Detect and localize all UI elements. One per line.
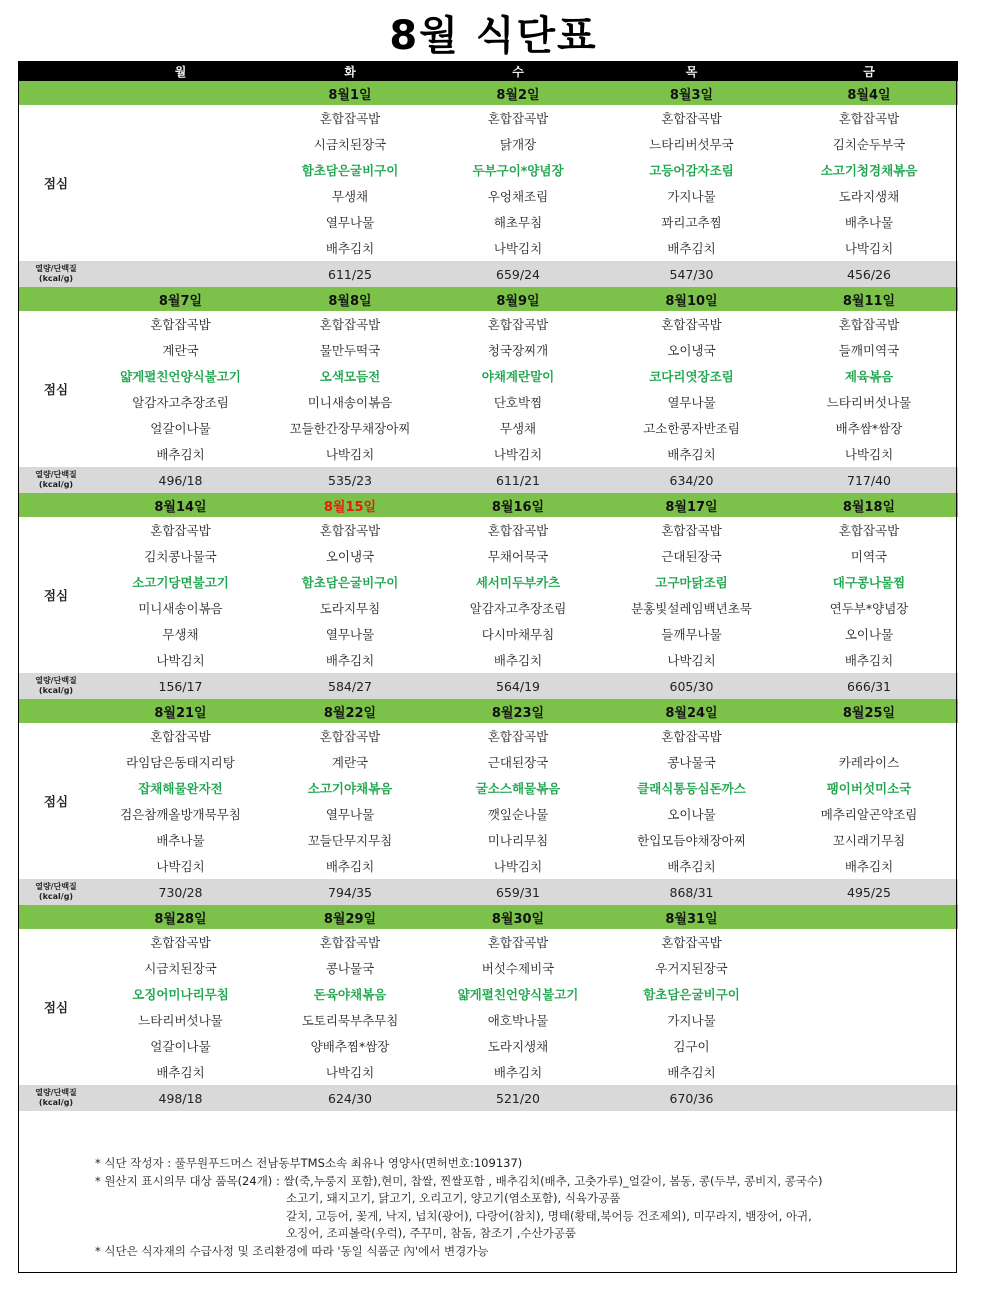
main-dish: 얇게펼친언양식불고기	[457, 987, 579, 1002]
menu-item: 분홍빛설레임백년초묵	[631, 601, 752, 616]
menu-item: 혼합잡곡밥	[661, 729, 722, 744]
main-dish: 대구콩나물찜	[832, 575, 906, 590]
kcal-value: 634/20	[603, 467, 780, 493]
date-cell: 8월23일	[433, 699, 603, 723]
menu-item: 나박김치	[493, 447, 543, 462]
kcal-unit-text: (kcal/g)	[38, 480, 74, 489]
menu-item: 가지나물	[667, 1013, 716, 1028]
menu-item: 혼합잡곡밥	[319, 729, 381, 744]
date-cell: 8월14일	[94, 493, 267, 517]
date-cell: 8월18일	[780, 493, 958, 517]
date-cell: 8월25일	[780, 699, 958, 723]
main-dish: 함초담은굴비구이	[301, 575, 399, 590]
menu-item: 혼합잡곡밥	[319, 523, 381, 538]
menu-item: 무생채	[331, 189, 369, 204]
menu-item: 혼합잡곡밥	[661, 111, 722, 126]
main-dish: 팽이버섯미소국	[826, 781, 912, 796]
kcal-unit-text: (kcal/g)	[38, 892, 74, 901]
menu-item: 메추리알곤약조림	[820, 807, 918, 822]
menu-item: 얼갈이나물	[150, 421, 211, 436]
note-origin-fish-2: 오징어, 조피볼락(우럭), 주꾸미, 참돔, 참조기 ,수산가공품	[286, 1226, 576, 1240]
menu-item: 오이냉국	[325, 549, 375, 564]
date-cell: 8월16일	[433, 493, 603, 517]
note-origin-meat: 소고기, 돼지고기, 닭고기, 오리고기, 양고기(염소포함), 식육가공품	[286, 1191, 621, 1205]
kcal-label-text: 열량/단백질	[35, 1088, 77, 1097]
menu-item: 혼합잡곡밥	[150, 729, 211, 744]
menu-item: 근대된장국	[661, 549, 722, 564]
main-dish: 함초담은굴비구이	[301, 163, 399, 178]
menu-item: 도라지생채	[487, 1039, 549, 1054]
main-dish: 두부구이*양념장	[472, 163, 564, 178]
date-cell: 8월3일	[603, 81, 780, 105]
main-dish: 오징어미나리무침	[132, 987, 229, 1002]
main-dish: 함초담은굴비구이	[643, 987, 740, 1002]
menu-item: 가지나물	[667, 189, 716, 204]
menu-item: 미니새송이볶음	[138, 601, 223, 616]
date-cell: 8월21일	[94, 699, 267, 723]
day-header: 화	[267, 61, 433, 81]
menu-item: 나박김치	[493, 859, 543, 874]
kcal-value: 521/20	[433, 1085, 603, 1111]
main-dish: 돈육야채볶음	[313, 987, 387, 1002]
main-dish: 세서미두부카츠	[475, 575, 561, 590]
menu-item: 무채어묵국	[487, 549, 549, 564]
menu-item: 나박김치	[156, 859, 205, 874]
menu-item: 무생채	[162, 627, 199, 642]
menu-item: 한입모듬야채장아찌	[637, 833, 746, 848]
menu-item: 배추쌈*쌈장	[835, 421, 903, 436]
menu-item: 양배추찜*쌈장	[310, 1039, 390, 1054]
menu-item: 청국장찌개	[487, 343, 549, 358]
kcal-value: 666/31	[780, 673, 958, 699]
day-header: 수	[433, 61, 603, 81]
menu-item: 배추김치	[667, 447, 716, 462]
date-cell: 8월17일	[603, 493, 780, 517]
menu-item: 배추김치	[667, 1065, 716, 1080]
kcal-value: 624/30	[267, 1085, 433, 1111]
menu-item: 애호박나물	[487, 1013, 549, 1028]
main-dish: 굴소스해물볶음	[475, 781, 561, 796]
menu-item: 시금치된장국	[144, 961, 217, 976]
kcal-unit-text: (kcal/g)	[38, 1098, 74, 1107]
menu-item: 카레라이스	[838, 755, 900, 770]
page-title: 8월 식단표	[389, 13, 598, 59]
date-cell: 8월7일	[94, 287, 267, 311]
menu-item: 도라지무침	[319, 601, 381, 616]
holiday-date: 8월15일	[267, 493, 433, 517]
menu-item: 혼합잡곡밥	[838, 523, 900, 538]
day-header: 목	[603, 61, 780, 81]
day-header: 월	[94, 61, 267, 81]
menu-item: 김치콩나물국	[144, 549, 217, 564]
menu-item: 열무나물	[325, 627, 375, 642]
kcal-value: 717/40	[780, 467, 958, 493]
main-dish: 고등어감자조림	[649, 163, 734, 178]
menu-item: 검은참깨올방개묵무침	[120, 807, 241, 822]
main-dish: 클래식통등심돈까스	[637, 781, 746, 796]
menu-item: 배추김치	[325, 859, 375, 874]
menu-item: 꼬들한간장무채장아찌	[289, 421, 411, 436]
menu-item: 배추김치	[156, 447, 205, 462]
main-dish: 잡채해물완자전	[138, 781, 223, 796]
menu-item: 알감자고추장조림	[132, 395, 229, 410]
menu-item: 다시마채무침	[481, 627, 555, 642]
meal-label: 점심	[18, 517, 94, 673]
menu-item: 배추김치	[493, 653, 543, 668]
kcal-value: 794/35	[267, 879, 433, 905]
date-cell: 8월24일	[603, 699, 780, 723]
note-change: * 식단은 식자재의 수급사정 및 조리환경에 따라 '동일 식품군 內'에서 변경가능	[95, 1243, 489, 1258]
menu-item: 얼갈이나물	[150, 1039, 211, 1054]
date-cell: 8월31일	[603, 905, 780, 929]
kcal-label-text: 열량/단백질	[35, 470, 77, 479]
menu-item: 미니새송이볶음	[307, 395, 393, 410]
main-dish: 소고기야채볶음	[307, 781, 393, 796]
menu-item: 시금치된장국	[313, 137, 387, 152]
menu-item: 열무나물	[667, 395, 716, 410]
menu-item: 배추김치	[493, 1065, 543, 1080]
menu-item: 도라지생채	[838, 189, 900, 204]
day-header: 금	[780, 61, 958, 81]
menu-item: 혼합잡곡밥	[319, 111, 381, 126]
menu-item: 혼합잡곡밥	[487, 523, 549, 538]
meal-label: 점심	[18, 311, 94, 467]
kcal-value: 547/30	[603, 261, 780, 287]
menu-item: 콩나물국	[667, 755, 716, 770]
menu-item: 닭개장	[499, 137, 537, 152]
menu-item: 우엉채조림	[487, 189, 549, 204]
note-author: * 식단 작성자 : 풀무원푸드머스 전남동부TMS소속 최유나 영양사(면허번호:109137)	[95, 1156, 523, 1170]
menu-item: 혼합잡곡밥	[150, 523, 211, 538]
meal-label: 점심	[18, 105, 94, 261]
date-cell: 8월22일	[267, 699, 433, 723]
kcal-value: 495/25	[780, 879, 958, 905]
main-dish: 소고기당면불고기	[132, 575, 229, 590]
main-dish: 제육볶음	[844, 369, 894, 384]
kcal-value: 659/31	[433, 879, 603, 905]
menu-item: 무생채	[499, 421, 537, 436]
kcal-value: 605/30	[603, 673, 780, 699]
menu-item: 배추김치	[667, 241, 716, 256]
menu-item: 우거지된장국	[655, 961, 728, 976]
menu-item: 혼합잡곡밥	[487, 935, 549, 950]
menu-item: 오이나물	[667, 807, 716, 822]
menu-item: 열무나물	[325, 807, 375, 822]
menu-item: 느타리버섯나물	[826, 395, 912, 410]
menu-item: 깻잎순나물	[487, 807, 549, 822]
kcal-value: 535/23	[267, 467, 433, 493]
menu-item: 혼합잡곡밥	[661, 935, 722, 950]
menu-item: 나박김치	[325, 1065, 375, 1080]
menu-item: 계란국	[162, 343, 199, 358]
kcal-value: 730/28	[94, 879, 267, 905]
kcal-value: 564/19	[433, 673, 603, 699]
table-frame	[18, 61, 957, 1273]
kcal-value: 584/27	[267, 673, 433, 699]
menu-item: 혼합잡곡밥	[661, 523, 722, 538]
menu-item: 배추김치	[667, 859, 716, 874]
kcal-value: 496/18	[94, 467, 267, 493]
menu-item: 도토리묵부추무침	[301, 1013, 399, 1028]
menu-item: 혼합잡곡밥	[319, 935, 381, 950]
meal-label: 점심	[18, 723, 94, 879]
kcal-label-text: 열량/단백질	[35, 264, 77, 273]
menu-item: 배추김치	[325, 653, 375, 668]
menu-item: 콩나물국	[325, 961, 375, 976]
main-dish: 오색모듬전	[319, 369, 381, 384]
kcal-value: 868/31	[603, 879, 780, 905]
menu-item: 혼합잡곡밥	[487, 729, 549, 744]
menu-item: 배추나물	[844, 215, 894, 230]
menu-item: 느타리버섯무국	[649, 137, 734, 152]
menu-item: 근대된장국	[487, 755, 549, 770]
date-cell: 8월1일	[267, 81, 433, 105]
menu-item: 물만두떡국	[319, 343, 381, 358]
date-cell: 8월8일	[267, 287, 433, 311]
kcal-value: 611/21	[433, 467, 603, 493]
kcal-value: 456/26	[780, 261, 958, 287]
date-cell: 8월28일	[94, 905, 267, 929]
date-cell: 8월4일	[780, 81, 958, 105]
date-cell: 8월2일	[433, 81, 603, 105]
kcal-label-text: 열량/단백질	[35, 882, 77, 891]
menu-item: 해초무침	[493, 215, 543, 230]
date-cell: 8월30일	[433, 905, 603, 929]
menu-item: 배추김치	[325, 241, 375, 256]
menu-item: 배추김치	[844, 653, 894, 668]
main-dish: 얇게펼친언양식불고기	[120, 369, 241, 384]
menu-item: 김치순두부국	[832, 137, 906, 152]
menu-item: 오이나물	[844, 627, 894, 642]
menu-item: 들깨미역국	[838, 343, 900, 358]
menu-item: 혼합잡곡밥	[838, 111, 900, 126]
menu-item: 나박김치	[844, 241, 894, 256]
menu-item: 느타리버섯나물	[138, 1013, 223, 1028]
menu-item: 배추김치	[156, 1065, 205, 1080]
menu-item: 버섯수제비국	[481, 961, 555, 976]
kcal-value: 670/36	[603, 1085, 780, 1111]
menu-item: 나박김치	[156, 653, 205, 668]
menu-item: 혼합잡곡밥	[150, 317, 211, 332]
menu-item: 혼합잡곡밥	[661, 317, 722, 332]
note-origin-fish: 갈치, 고등어, 꽃게, 낙지, 넙치(광어), 다랑어(참치), 명태(황태,북어등 건조제외), 미꾸라지, 뱀장어, 아귀,	[286, 1208, 812, 1223]
main-dish: 소고기청경채볶음	[820, 163, 918, 178]
menu-item: 나박김치	[844, 447, 894, 462]
kcal-value: 659/24	[433, 261, 603, 287]
kcal-unit-text: (kcal/g)	[38, 274, 74, 283]
menu-item: 오이냉국	[667, 343, 716, 358]
main-dish: 고구마닭조림	[655, 575, 728, 590]
menu-item: 혼합잡곡밥	[487, 317, 549, 332]
menu-item: 혼합잡곡밥	[319, 317, 381, 332]
kcal-unit-text: (kcal/g)	[38, 686, 74, 695]
menu-item: 미나리무침	[487, 833, 549, 848]
menu-item: 들깨무나물	[661, 627, 722, 642]
menu-item: 꼬들단무지무침	[307, 833, 393, 848]
menu-item: 열무나물	[325, 215, 375, 230]
menu-item: 배추나물	[156, 833, 205, 848]
kcal-value: 498/18	[94, 1085, 267, 1111]
menu-item: 꼬시래기무침	[832, 833, 906, 848]
menu-item: 나박김치	[493, 241, 543, 256]
date-cell: 8월11일	[780, 287, 958, 311]
meal-label: 점심	[18, 929, 94, 1085]
menu-item: 미역국	[850, 549, 888, 564]
menu-item: 나박김치	[325, 447, 375, 462]
menu-item: 김구이	[673, 1039, 710, 1054]
menu-item: 혼합잡곡밥	[150, 935, 211, 950]
notes	[95, 1155, 823, 1260]
date-cell: 8월29일	[267, 905, 433, 929]
date-cell: 8월9일	[433, 287, 603, 311]
main-dish: 야채계란말이	[481, 369, 555, 384]
menu-item: 계란국	[331, 755, 369, 770]
menu-item: 나박김치	[667, 653, 716, 668]
menu-item: 꽈리고추찜	[661, 215, 722, 230]
kcal-value: 611/25	[267, 261, 433, 287]
menu-item: 알감자고추장조림	[469, 601, 567, 616]
kcal-label-text: 열량/단백질	[35, 676, 77, 685]
menu-item: 라임담은동태지리탕	[126, 755, 235, 770]
date-cell: 8월10일	[603, 287, 780, 311]
menu-item: 단호박찜	[493, 395, 543, 410]
kcal-value: 156/17	[94, 673, 267, 699]
menu-item: 배추김치	[844, 859, 894, 874]
menu-item: 혼합잡곡밥	[838, 317, 900, 332]
menu-item: 연두부*양념장	[829, 601, 909, 616]
menu-item: 혼합잡곡밥	[487, 111, 549, 126]
note-origin: * 원산지 표시의무 대상 품목(24개) : 쌀(죽,누룽지 포함),현미, 찹쌀, 찐쌀포함 , 배추김치(배추, 고춧가루)_얼갈이, 봄동, 콩(두부, 콩비지, 콩국수)	[95, 1173, 823, 1188]
menu-item: 고소한콩자반조림	[643, 421, 740, 436]
main-dish: 코다리엿장조림	[649, 369, 734, 384]
